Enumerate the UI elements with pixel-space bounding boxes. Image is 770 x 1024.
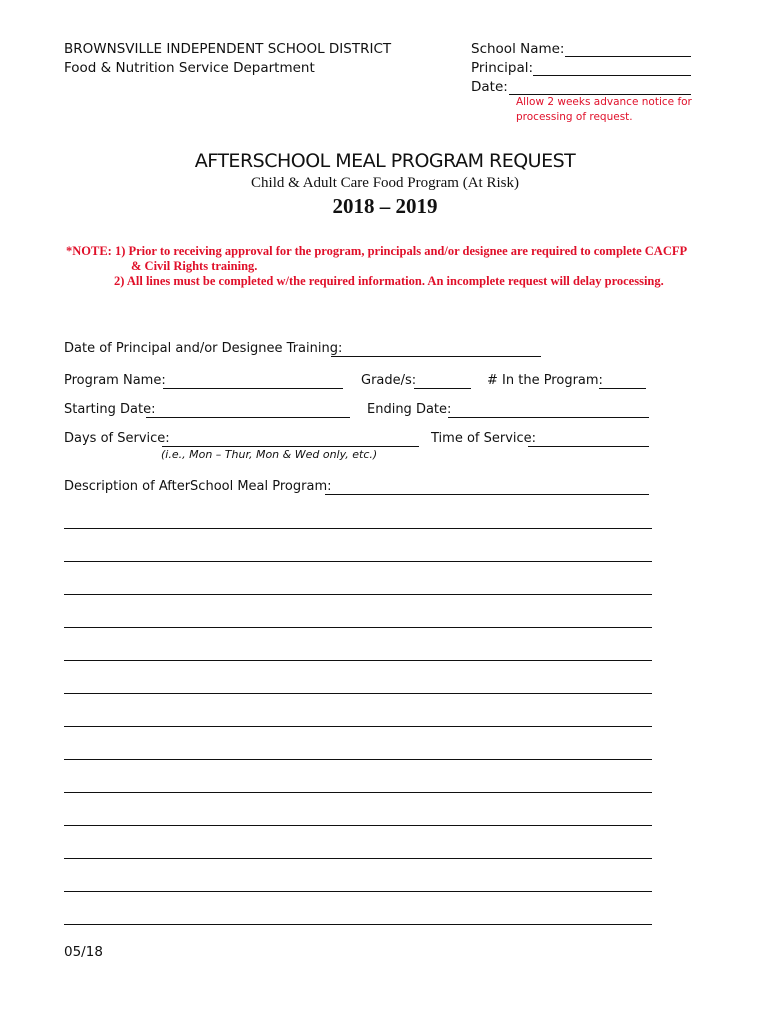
school-year: 2018 – 2019 — [332, 194, 438, 218]
principal-field[interactable] — [533, 75, 691, 76]
date-field[interactable] — [509, 94, 691, 95]
district-name: BROWNSVILLE INDEPENDENT SCHOOL DISTRICT — [64, 41, 392, 57]
form-title: AFTERSCHOOL MEAL PROGRAM REQUEST — [194, 150, 576, 172]
grades-label: Grade/s: — [361, 373, 417, 388]
ending-date-field[interactable] — [448, 417, 649, 418]
description-label: Description of AfterSchool Meal Program: — [64, 479, 332, 494]
description-line[interactable] — [64, 726, 652, 727]
school-name-field[interactable] — [565, 56, 691, 57]
notice-line-1: Allow 2 weeks advance notice for — [516, 96, 692, 108]
notice-line-2: processing of request. — [516, 111, 633, 123]
date-label: Date: — [471, 79, 508, 95]
starting-date-field[interactable] — [146, 417, 350, 418]
in-program-field[interactable] — [599, 388, 646, 389]
days-of-service-hint: (i.e., Mon – Thur, Mon & Wed only, etc.) — [161, 448, 378, 461]
grades-field[interactable] — [414, 388, 471, 389]
principal-label: Principal: — [471, 60, 534, 76]
description-line[interactable] — [64, 759, 652, 760]
time-of-service-field[interactable] — [528, 446, 649, 447]
note-line-3: 2) All lines must be completed w/the required information. An incomplete request will delay processing. — [114, 274, 664, 288]
description-line[interactable] — [64, 528, 652, 529]
training-date-field[interactable] — [331, 356, 541, 357]
department-name: Food & Nutrition Service Department — [64, 60, 315, 76]
days-of-service-label: Days of Service: — [64, 431, 170, 446]
description-line[interactable] — [64, 561, 652, 562]
form-revision-code: 05/18 — [64, 944, 103, 960]
description-line[interactable] — [64, 891, 652, 892]
days-of-service-field[interactable] — [162, 446, 419, 447]
description-line[interactable] — [64, 858, 652, 859]
school-name-label: School Name: — [471, 41, 565, 57]
description-line[interactable] — [64, 627, 652, 628]
in-program-label: # In the Program: — [487, 373, 603, 388]
description-field[interactable] — [325, 494, 649, 495]
starting-date-label: Starting Date: — [64, 402, 156, 417]
description-line[interactable] — [64, 792, 652, 793]
description-line[interactable] — [64, 660, 652, 661]
description-line[interactable] — [64, 594, 652, 595]
ending-date-label: Ending Date: — [367, 402, 452, 417]
program-name-label: Program Name: — [64, 373, 166, 388]
description-line[interactable] — [64, 924, 652, 925]
note-line-2: & Civil Rights training. — [131, 259, 258, 273]
training-date-label: Date of Principal and/or Designee Training: — [64, 341, 343, 356]
form-subtitle: Child & Adult Care Food Program (At Risk) — [251, 175, 519, 191]
time-of-service-label: Time of Service: — [431, 431, 537, 446]
program-name-field[interactable] — [163, 388, 343, 389]
description-line[interactable] — [64, 693, 652, 694]
note-line-1: *NOTE: 1) Prior to receiving approval for the program, principals and/or designee are required to complete CACFP — [66, 244, 688, 258]
description-line[interactable] — [64, 825, 652, 826]
